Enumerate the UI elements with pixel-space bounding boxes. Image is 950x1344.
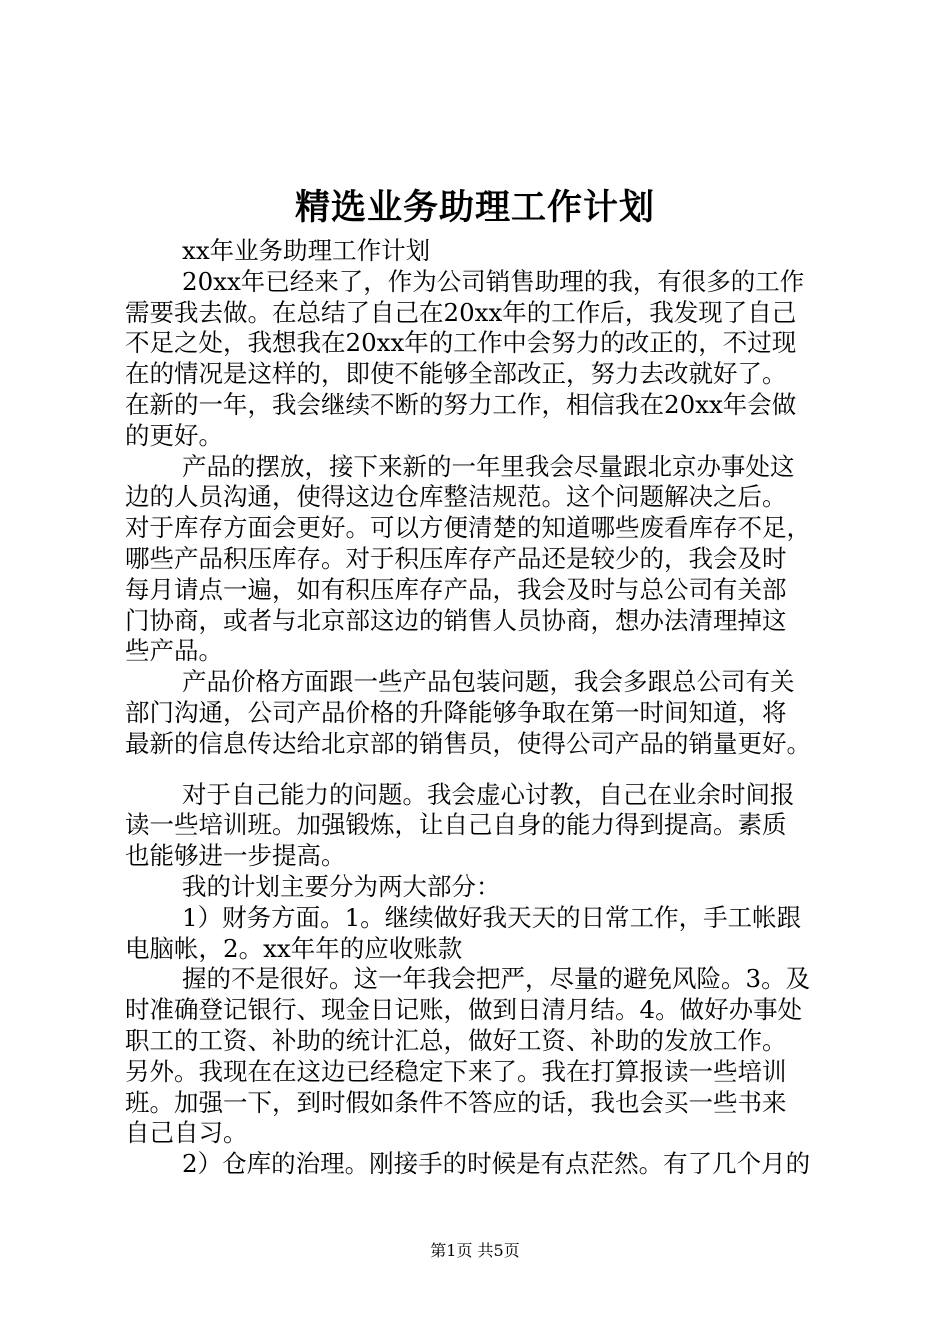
text-line: 时准确登记银行、现金日记账，做到日清月结。4。做好办事处 — [125, 995, 803, 1025]
document-title: 精选业务助理工作计划 — [294, 187, 655, 228]
text-line: 需要我去做。在总结了自己在20xx年的工作后，我发现了自己 — [125, 297, 797, 327]
text-line: 哪些产品积压库存。对于积压库存产品还是较少的，我会及时 — [125, 543, 787, 573]
text-line: 在的情况是这样的，即使不能够全部改正，努力去改就好了。 — [125, 359, 787, 389]
text-line: 不足之处，我想我在20xx年的工作中会努力的改正的，不过现 — [125, 328, 797, 358]
text-line: 握的不是很好。这一年我会把严，尽量的避免风险。3。及 — [182, 964, 811, 994]
text-line: 另外。我现在在这边已经稳定下来了。我在打算报读一些培训 — [125, 1056, 787, 1086]
text-line: 20xx年已经来了，作为公司销售助理的我，有很多的工作 — [182, 266, 805, 296]
text-line: 的更好。 — [125, 420, 223, 450]
text-line: 边的人员沟通，使得这边仓库整洁规范。这个问题解决之后。 — [125, 482, 787, 512]
text-line: 对于库存方面会更好。可以方便清楚的知道哪些废看库存不足， — [125, 513, 811, 543]
text-line: 也能够进一步提高。 — [125, 841, 346, 871]
text-line: 读一些培训班。加强锻炼，让自己自身的能力得到提高。素质 — [125, 810, 787, 840]
text-line: 1）财务方面。1。继续做好我天天的日常工作，手工帐跟 — [182, 902, 802, 932]
text-line: 对于自己能力的问题。我会虚心讨教，自己在业余时间报 — [182, 779, 795, 809]
text-line: 在新的一年，我会继续不断的努力工作，相信我在20xx年会做 — [125, 389, 797, 419]
page-number: 第1页 共5页 — [430, 1241, 520, 1260]
text-line: 电脑帐，2。xx年年的应收账款 — [125, 933, 463, 963]
text-line: 产品价格方面跟一些产品包装问题，我会多跟总公司有关 — [182, 667, 795, 697]
text-line: 班。加强一下，到时假如条件不答应的话，我也会买一些书来 — [125, 1087, 787, 1117]
text-line: 些产品。 — [125, 636, 223, 666]
text-line: 门协商，或者与北京部这边的销售人员协商，想办法清理掉这 — [125, 605, 787, 635]
text-line: 自己自习。 — [125, 1118, 248, 1148]
text-line: 最新的信息传达给北京部的销售员，使得公司产品的销量更好。 — [125, 728, 811, 758]
text-line: 产品的摆放，接下来新的一年里我会尽量跟北京办事处这 — [182, 451, 795, 481]
document-body — [125, 236, 835, 1180]
text-line: 2）仓库的治理。刚接手的时候是有点茫然。有了几个月的 — [182, 1149, 811, 1179]
text-line: 职工的工资、补助的统计汇总，做好工资、补助的发放工作。 — [125, 1025, 787, 1055]
text-line: 每月请点一遍，如有积压库存产品，我会及时与总公司有关部 — [125, 574, 787, 604]
text-line: 我的计划主要分为两大部分： — [182, 871, 501, 901]
blank-line — [125, 760, 835, 780]
text-line: 部门沟通，公司产品价格的升降能够争取在第一时间知道，将 — [125, 697, 787, 727]
text-line: xx年业务助理工作计划 — [182, 236, 431, 265]
